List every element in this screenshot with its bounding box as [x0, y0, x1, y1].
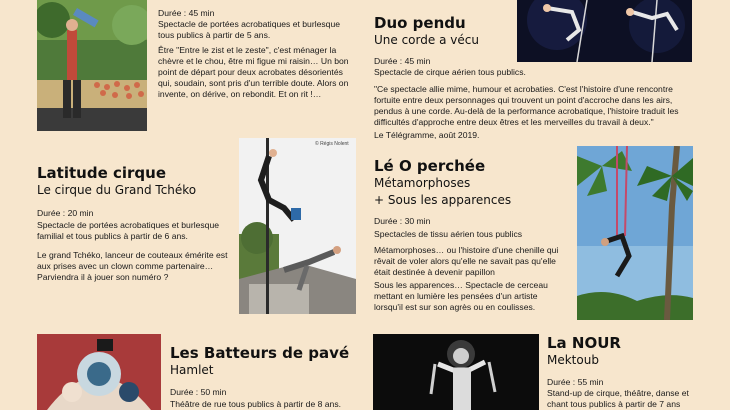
le-o-perchee-description-2: Sous les apparences… Spectacle de cerceau mettant en lumière les pensées d'un artiste lorsqu'il est sur son agrès ou en coulisses. [374, 280, 548, 312]
top-left-duration: Durée : 45 min [158, 8, 215, 18]
duo-pendu-quote: "Ce spectacle allie mime, humour et acrobaties. C'est l'histoire d'une rencontre fortuite entre deux personnages qui trouvent un point d'accroche dans les airs, pendus à une corde. Au-delà de la performance acrobatique, l'histoire traduit les difficultés d'approche entre deux êtres et les merveilles du travail à deux." [374, 84, 679, 127]
le-o-perchee-subtitle-2: + Sous les apparences [374, 193, 512, 207]
duo-pendu-duration: Durée : 45 min [374, 56, 431, 66]
duo-pendu-subtitle: Une corde a vécu [374, 33, 479, 47]
batteurs-de-pave-title: Les Batteurs de pavé [170, 344, 350, 362]
la-nour-type: Stand-up de cirque, théâtre, danse et chant tous publics à partir de 7 ans [547, 388, 689, 409]
latitude-cirque-description: Le grand Tchéko, lanceur de couteaux émérite est aux prises avec un clown comme partenaire… Parviendra il à jouer son numéro ? [37, 250, 228, 282]
la-nour-duration: Durée : 55 min [547, 377, 604, 387]
latitude-cirque-subtitle: Le cirque du Grand Tchéko [37, 183, 197, 197]
le-o-perchee-title: Lé O perchée [374, 157, 486, 175]
photo-latitude-cirque [239, 138, 356, 314]
batteurs-de-pave-type: Théâtre de rue tous publics à partir de 8 ans. [170, 399, 342, 409]
duo-pendu-type: Spectacle de cirque aérien tous publics. [374, 67, 526, 77]
batteurs-de-pave-subtitle: Hamlet [170, 363, 214, 377]
duo-pendu-source: Le Télégramme, août 2019. [374, 130, 480, 140]
latitude-cirque-duration: Durée : 20 min [37, 208, 94, 218]
la-nour-subtitle: Mektoub [547, 353, 599, 367]
top-left-description: Être "Entre le zist et le zeste", c'est ménager la chèvre et le chou, être mi figue mi raisin… Un bon point de départ pour deux acrobates désorientés qui, soudain, sont pris d'un terrible doute. Alors on invente, on dérive, on rebondit. Et on rit !… [158, 45, 349, 99]
batteurs-de-pave-duration: Durée : 50 min [170, 387, 227, 397]
photo-acrobats-outdoor [37, 0, 147, 131]
latitude-cirque-type: Spectacle de portées acrobatiques et burlesque familial et tous publics à partir de 6 ans. [37, 220, 220, 241]
le-o-perchee-type: Spectacles de tissu aérien tous publics [374, 229, 523, 239]
le-o-perchee-duration: Durée : 30 min [374, 216, 431, 226]
photo-la-nour [373, 334, 539, 410]
photo-credit: © Régis Nolent [315, 141, 349, 147]
le-o-perchee-description: Métamorphoses… ou l'histoire d'une chenille qui rêvait de voler alors qu'elle ne savait pas qu'elle était destinée à devenir papillon [374, 245, 559, 277]
la-nour-title: La NOUR [547, 334, 621, 352]
le-o-perchee-subtitle: Métamorphoses [374, 176, 471, 190]
latitude-cirque-title: Latitude cirque [37, 164, 166, 182]
photo-duo-pendu [517, 0, 692, 62]
photo-batteurs-de-pave [37, 334, 161, 410]
duo-pendu-title: Duo pendu [374, 14, 466, 32]
photo-le-o-perchee [577, 146, 693, 320]
top-left-type: Spectacle de portées acrobatiques et burlesque tous publics à partir de 5 ans. [158, 19, 341, 40]
